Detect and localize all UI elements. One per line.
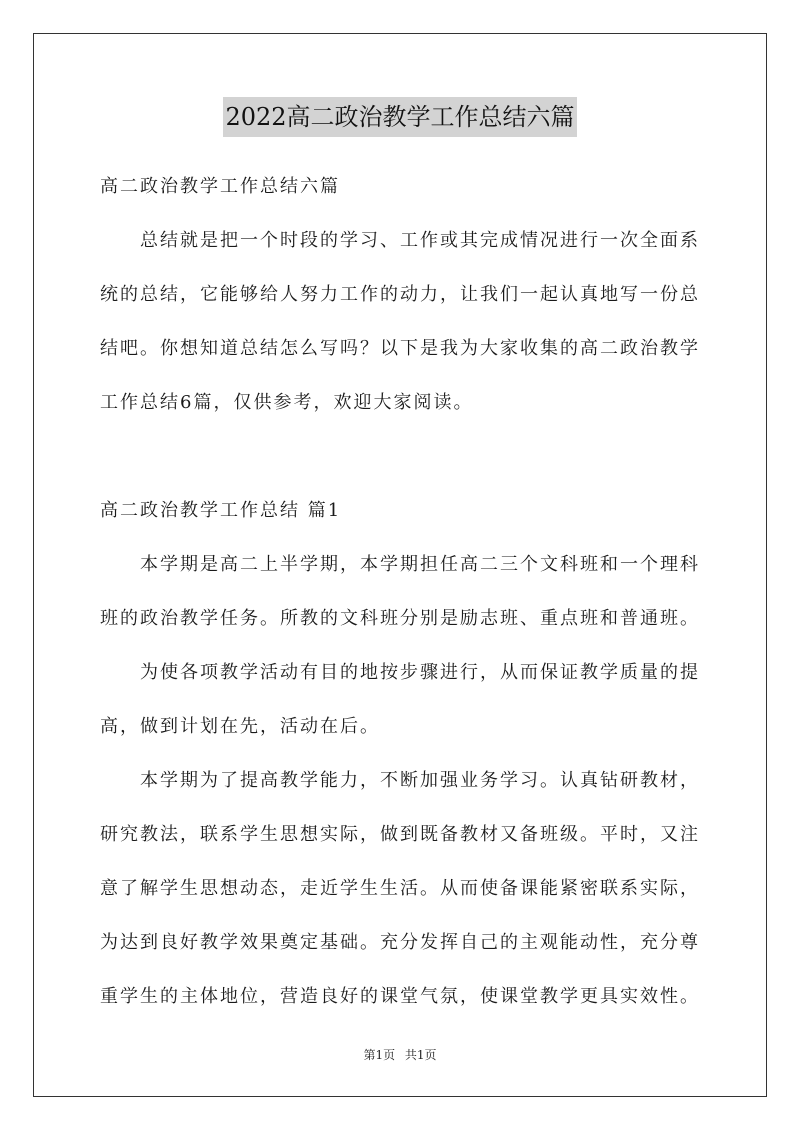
paragraph-line: 重学生的主体地位，营造良好的课堂气氛，使课堂教学更具实效性。 — [100, 986, 700, 1007]
paragraph-line: 高，做到计划在先，活动在后。 — [100, 716, 380, 737]
section-heading: 高二政治教学工作总结 篇1 — [100, 500, 342, 521]
title-container — [0, 97, 800, 137]
document-body — [100, 160, 706, 1024]
paragraph-line: 为使各项教学活动有目的地按步骤进行，从而保证教学质量的提 — [140, 662, 700, 683]
paragraph-line: 意了解学生思想动态，走近学生生活。从而使备课能紧密联系实际， — [100, 878, 700, 899]
page-number: 第1页 — [363, 1048, 396, 1062]
paragraph-line: 本学期为了提高教学能力，不断加强业务学习。认真钻研教材， — [140, 770, 700, 791]
paragraph-line: 为达到良好教学效果奠定基础。充分发挥自己的主观能动性，充分尊 — [100, 932, 700, 953]
document-title: 2022高二政治教学工作总结六篇 — [223, 97, 576, 137]
blank-line — [100, 430, 706, 484]
intro-line: 统的总结，它能够给人努力工作的动力，让我们一起认真地写一份总 — [100, 284, 700, 305]
paragraph-line: 研究教法，联系学生思想实际，做到既备教材又备班级。平时，又注 — [100, 824, 700, 845]
intro-line: 总结就是把一个时段的学习、工作或其完成情况进行一次全面系 — [140, 230, 700, 251]
intro-line: 工作总结6篇，仅供参考，欢迎大家阅读。 — [100, 392, 474, 413]
page-total: 共1页 — [404, 1048, 437, 1062]
intro-line: 结吧。你想知道总结怎么写吗？以下是我为大家收集的高二政治教学 — [100, 338, 700, 359]
paragraph-line: 班的政治教学任务。所教的文科班分别是励志班、重点班和普通班。 — [100, 608, 700, 629]
paragraph-line: 本学期是高二上半学期，本学期担任高二三个文科班和一个理科 — [140, 554, 700, 575]
page-footer — [0, 1046, 800, 1063]
subtitle: 高二政治教学工作总结六篇 — [100, 176, 340, 197]
